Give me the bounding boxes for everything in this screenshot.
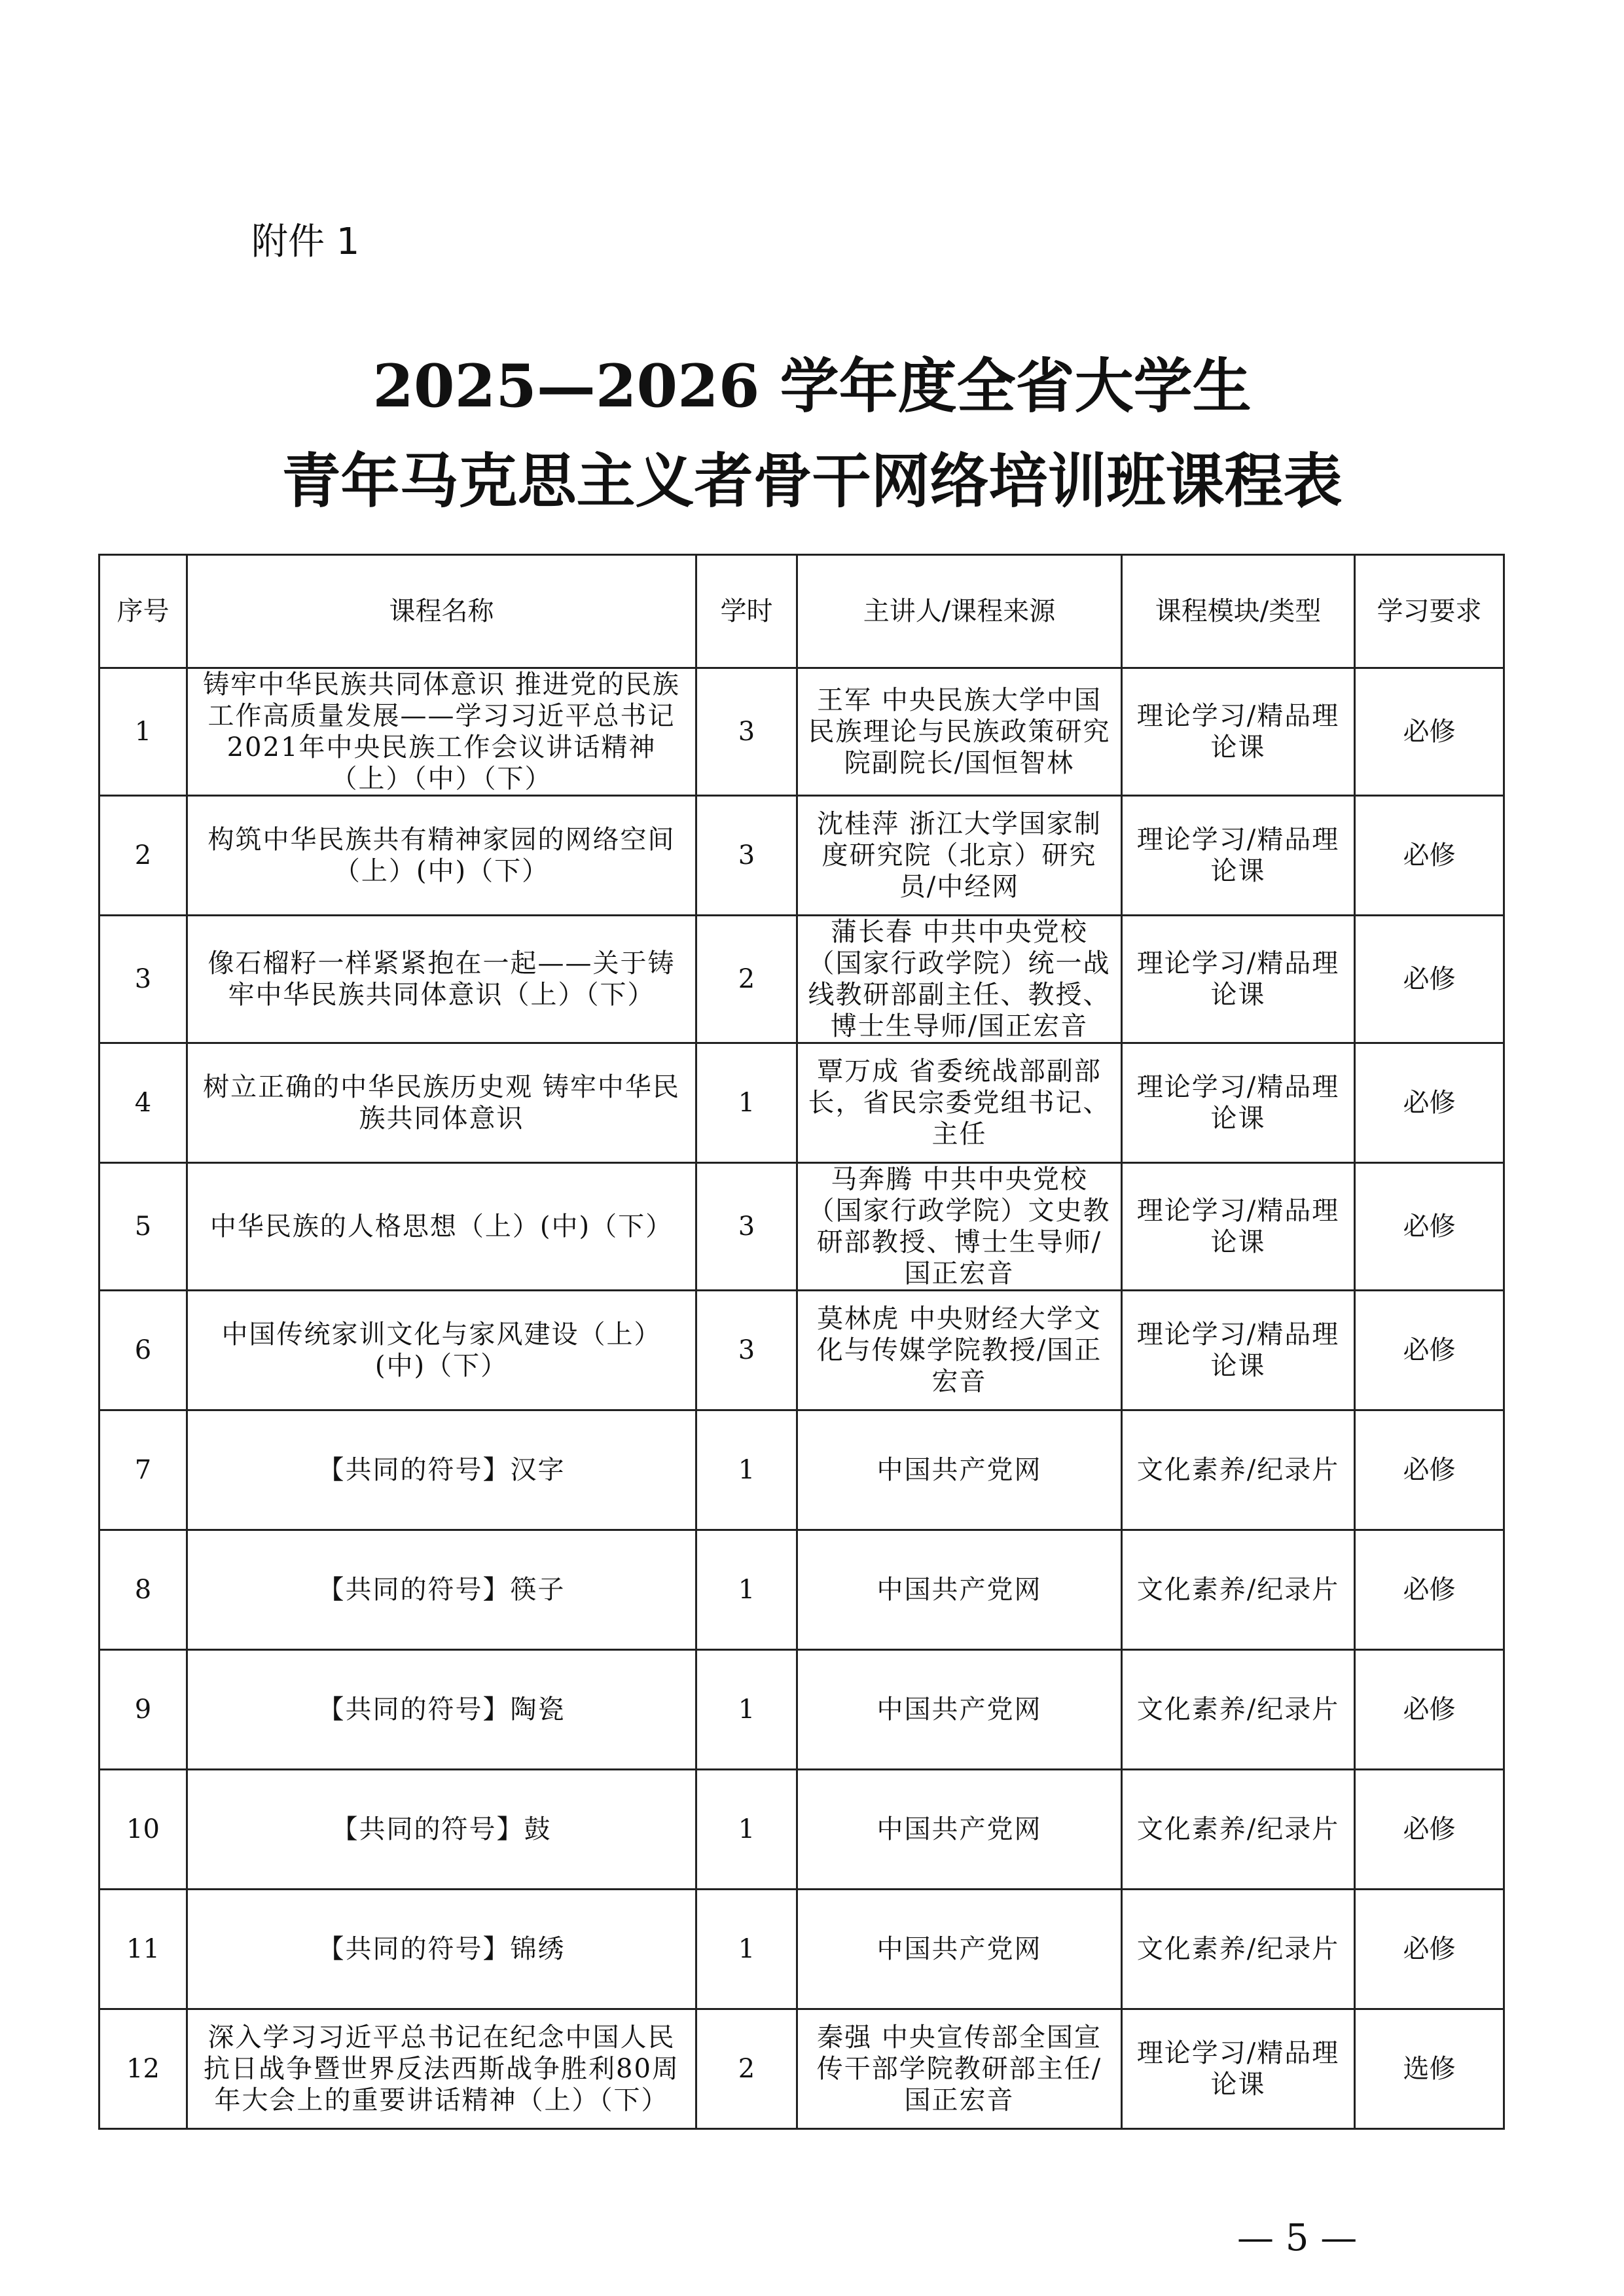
cell-hours: 2 bbox=[696, 2009, 797, 2129]
cell-hours: 3 bbox=[696, 1291, 797, 1410]
cell-lecturer-source: 中国共产党网 bbox=[797, 1650, 1122, 1770]
cell-course-name: 中国传统家训文化与家风建设（上）(中)（下） bbox=[187, 1291, 696, 1410]
cell-course-name: 深入学习习近平总书记在纪念中国人民抗日战争暨世界反法西斯战争胜利80周年大会上的重要讲话精神（上）（下） bbox=[187, 2009, 696, 2129]
cell-no: 11 bbox=[99, 1890, 187, 2009]
cell-hours: 3 bbox=[696, 1163, 797, 1291]
cell-no: 5 bbox=[99, 1163, 187, 1291]
cell-hours: 1 bbox=[696, 1410, 797, 1530]
cell-course-name: 中华民族的人格思想（上）(中)（下） bbox=[187, 1163, 696, 1291]
cell-requirement: 必修 bbox=[1355, 1410, 1504, 1530]
cell-no: 10 bbox=[99, 1770, 187, 1890]
cell-no: 6 bbox=[99, 1291, 187, 1410]
cell-lecturer-source: 中国共产党网 bbox=[797, 1890, 1122, 2009]
cell-course-name: 【共同的符号】汉字 bbox=[187, 1410, 696, 1530]
cell-module-type: 理论学习/精品理论课 bbox=[1122, 668, 1355, 796]
table-row bbox=[99, 796, 1504, 916]
cell-module-type: 文化素养/纪录片 bbox=[1122, 1410, 1355, 1530]
cell-course-name: 【共同的符号】鼓 bbox=[187, 1770, 696, 1890]
header-course-name: 课程名称 bbox=[187, 555, 696, 668]
cell-requirement: 必修 bbox=[1355, 796, 1504, 916]
table-row bbox=[99, 2009, 1504, 2129]
cell-module-type: 理论学习/精品理论课 bbox=[1122, 1163, 1355, 1291]
table-row bbox=[99, 1163, 1504, 1291]
cell-module-type: 理论学习/精品理论课 bbox=[1122, 1043, 1355, 1163]
cell-lecturer-source: 马奔腾 中共中央党校（国家行政学院）文史教研部教授、博士生导师/国正宏音 bbox=[797, 1163, 1122, 1291]
cell-no: 2 bbox=[99, 796, 187, 916]
cell-no: 1 bbox=[99, 668, 187, 796]
document-title-line1: 2025—2026 学年度全省大学生 bbox=[372, 351, 1252, 421]
header-no: 序号 bbox=[99, 555, 187, 668]
cell-course-name: 像石榴籽一样紧紧抱在一起——关于铸牢中华民族共同体意识（上）（下） bbox=[187, 916, 696, 1043]
table-row bbox=[99, 1410, 1504, 1530]
cell-requirement: 必修 bbox=[1355, 916, 1504, 1043]
annex-label: 附件 1 bbox=[251, 221, 360, 263]
cell-course-name: 树立正确的中华民族历史观 铸牢中华民族共同体意识 bbox=[187, 1043, 696, 1163]
header-hours: 学时 bbox=[696, 555, 797, 668]
cell-requirement: 必修 bbox=[1355, 1043, 1504, 1163]
cell-lecturer-source: 莫林虎 中央财经大学文化与传媒学院教授/国正宏音 bbox=[797, 1291, 1122, 1410]
cell-lecturer-source: 沈桂萍 浙江大学国家制度研究院（北京）研究员/中经网 bbox=[797, 796, 1122, 916]
cell-no: 7 bbox=[99, 1410, 187, 1530]
cell-module-type: 文化素养/纪录片 bbox=[1122, 1650, 1355, 1770]
cell-module-type: 文化素养/纪录片 bbox=[1122, 1770, 1355, 1890]
cell-module-type: 文化素养/纪录片 bbox=[1122, 1890, 1355, 2009]
cell-module-type: 文化素养/纪录片 bbox=[1122, 1530, 1355, 1650]
cell-course-name: 【共同的符号】陶瓷 bbox=[187, 1650, 696, 1770]
cell-requirement: 选修 bbox=[1355, 2009, 1504, 2129]
cell-hours: 1 bbox=[696, 1650, 797, 1770]
cell-no: 3 bbox=[99, 916, 187, 1043]
table-row bbox=[99, 1770, 1504, 1890]
table-row bbox=[99, 1043, 1504, 1163]
cell-requirement: 必修 bbox=[1355, 1291, 1504, 1410]
header-lecturer-source: 主讲人/课程来源 bbox=[797, 555, 1122, 668]
cell-no: 12 bbox=[99, 2009, 187, 2129]
cell-lecturer-source: 王军 中央民族大学中国民族理论与民族政策研究院副院长/国恒智林 bbox=[797, 668, 1122, 796]
table-row bbox=[99, 1291, 1504, 1410]
cell-module-type: 理论学习/精品理论课 bbox=[1122, 1291, 1355, 1410]
table-row bbox=[99, 916, 1504, 1043]
cell-lecturer-source: 秦强 中央宣传部全国宣传干部学院教研部主任/国正宏音 bbox=[797, 2009, 1122, 2129]
cell-no: 4 bbox=[99, 1043, 187, 1163]
cell-requirement: 必修 bbox=[1355, 668, 1504, 796]
header-module-type: 课程模块/类型 bbox=[1122, 555, 1355, 668]
cell-requirement: 必修 bbox=[1355, 1770, 1504, 1890]
document-title-line2: 青年马克思主义者骨干网络培训班课程表 bbox=[281, 446, 1343, 516]
table-row bbox=[99, 1530, 1504, 1650]
cell-module-type: 理论学习/精品理论课 bbox=[1122, 796, 1355, 916]
cell-requirement: 必修 bbox=[1355, 1163, 1504, 1291]
page-number: — 5 — bbox=[1237, 2217, 1358, 2259]
cell-hours: 1 bbox=[696, 1890, 797, 2009]
cell-lecturer-source: 蒲长春 中共中央党校（国家行政学院）统一战线教研部副主任、教授、博士生导师/国正宏音 bbox=[797, 916, 1122, 1043]
cell-no: 8 bbox=[99, 1530, 187, 1650]
table-row bbox=[99, 1650, 1504, 1770]
cell-module-type: 理论学习/精品理论课 bbox=[1122, 916, 1355, 1043]
cell-module-type: 理论学习/精品理论课 bbox=[1122, 2009, 1355, 2129]
cell-lecturer-source: 中国共产党网 bbox=[797, 1530, 1122, 1650]
cell-course-name: 构筑中华民族共有精神家园的网络空间（上）(中)（下） bbox=[187, 796, 696, 916]
cell-hours: 3 bbox=[696, 668, 797, 796]
cell-lecturer-source: 覃万成 省委统战部副部长，省民宗委党组书记、主任 bbox=[797, 1043, 1122, 1163]
cell-hours: 1 bbox=[696, 1043, 797, 1163]
cell-hours: 1 bbox=[696, 1770, 797, 1890]
cell-hours: 1 bbox=[696, 1530, 797, 1650]
course-schedule-table bbox=[98, 554, 1505, 2130]
table-header-row bbox=[99, 555, 1504, 668]
header-requirement: 学习要求 bbox=[1355, 555, 1504, 668]
table-row bbox=[99, 1890, 1504, 2009]
table-row bbox=[99, 668, 1504, 796]
cell-no: 9 bbox=[99, 1650, 187, 1770]
cell-course-name: 【共同的符号】锦绣 bbox=[187, 1890, 696, 2009]
cell-hours: 2 bbox=[696, 916, 797, 1043]
cell-hours: 3 bbox=[696, 796, 797, 916]
cell-requirement: 必修 bbox=[1355, 1890, 1504, 2009]
cell-lecturer-source: 中国共产党网 bbox=[797, 1410, 1122, 1530]
cell-course-name: 【共同的符号】筷子 bbox=[187, 1530, 696, 1650]
cell-requirement: 必修 bbox=[1355, 1530, 1504, 1650]
cell-lecturer-source: 中国共产党网 bbox=[797, 1770, 1122, 1890]
cell-course-name: 铸牢中华民族共同体意识 推进党的民族工作高质量发展——学习习近平总书记2021年中央民族工作会议讲话精神（上）（中）（下） bbox=[187, 668, 696, 796]
cell-requirement: 必修 bbox=[1355, 1650, 1504, 1770]
